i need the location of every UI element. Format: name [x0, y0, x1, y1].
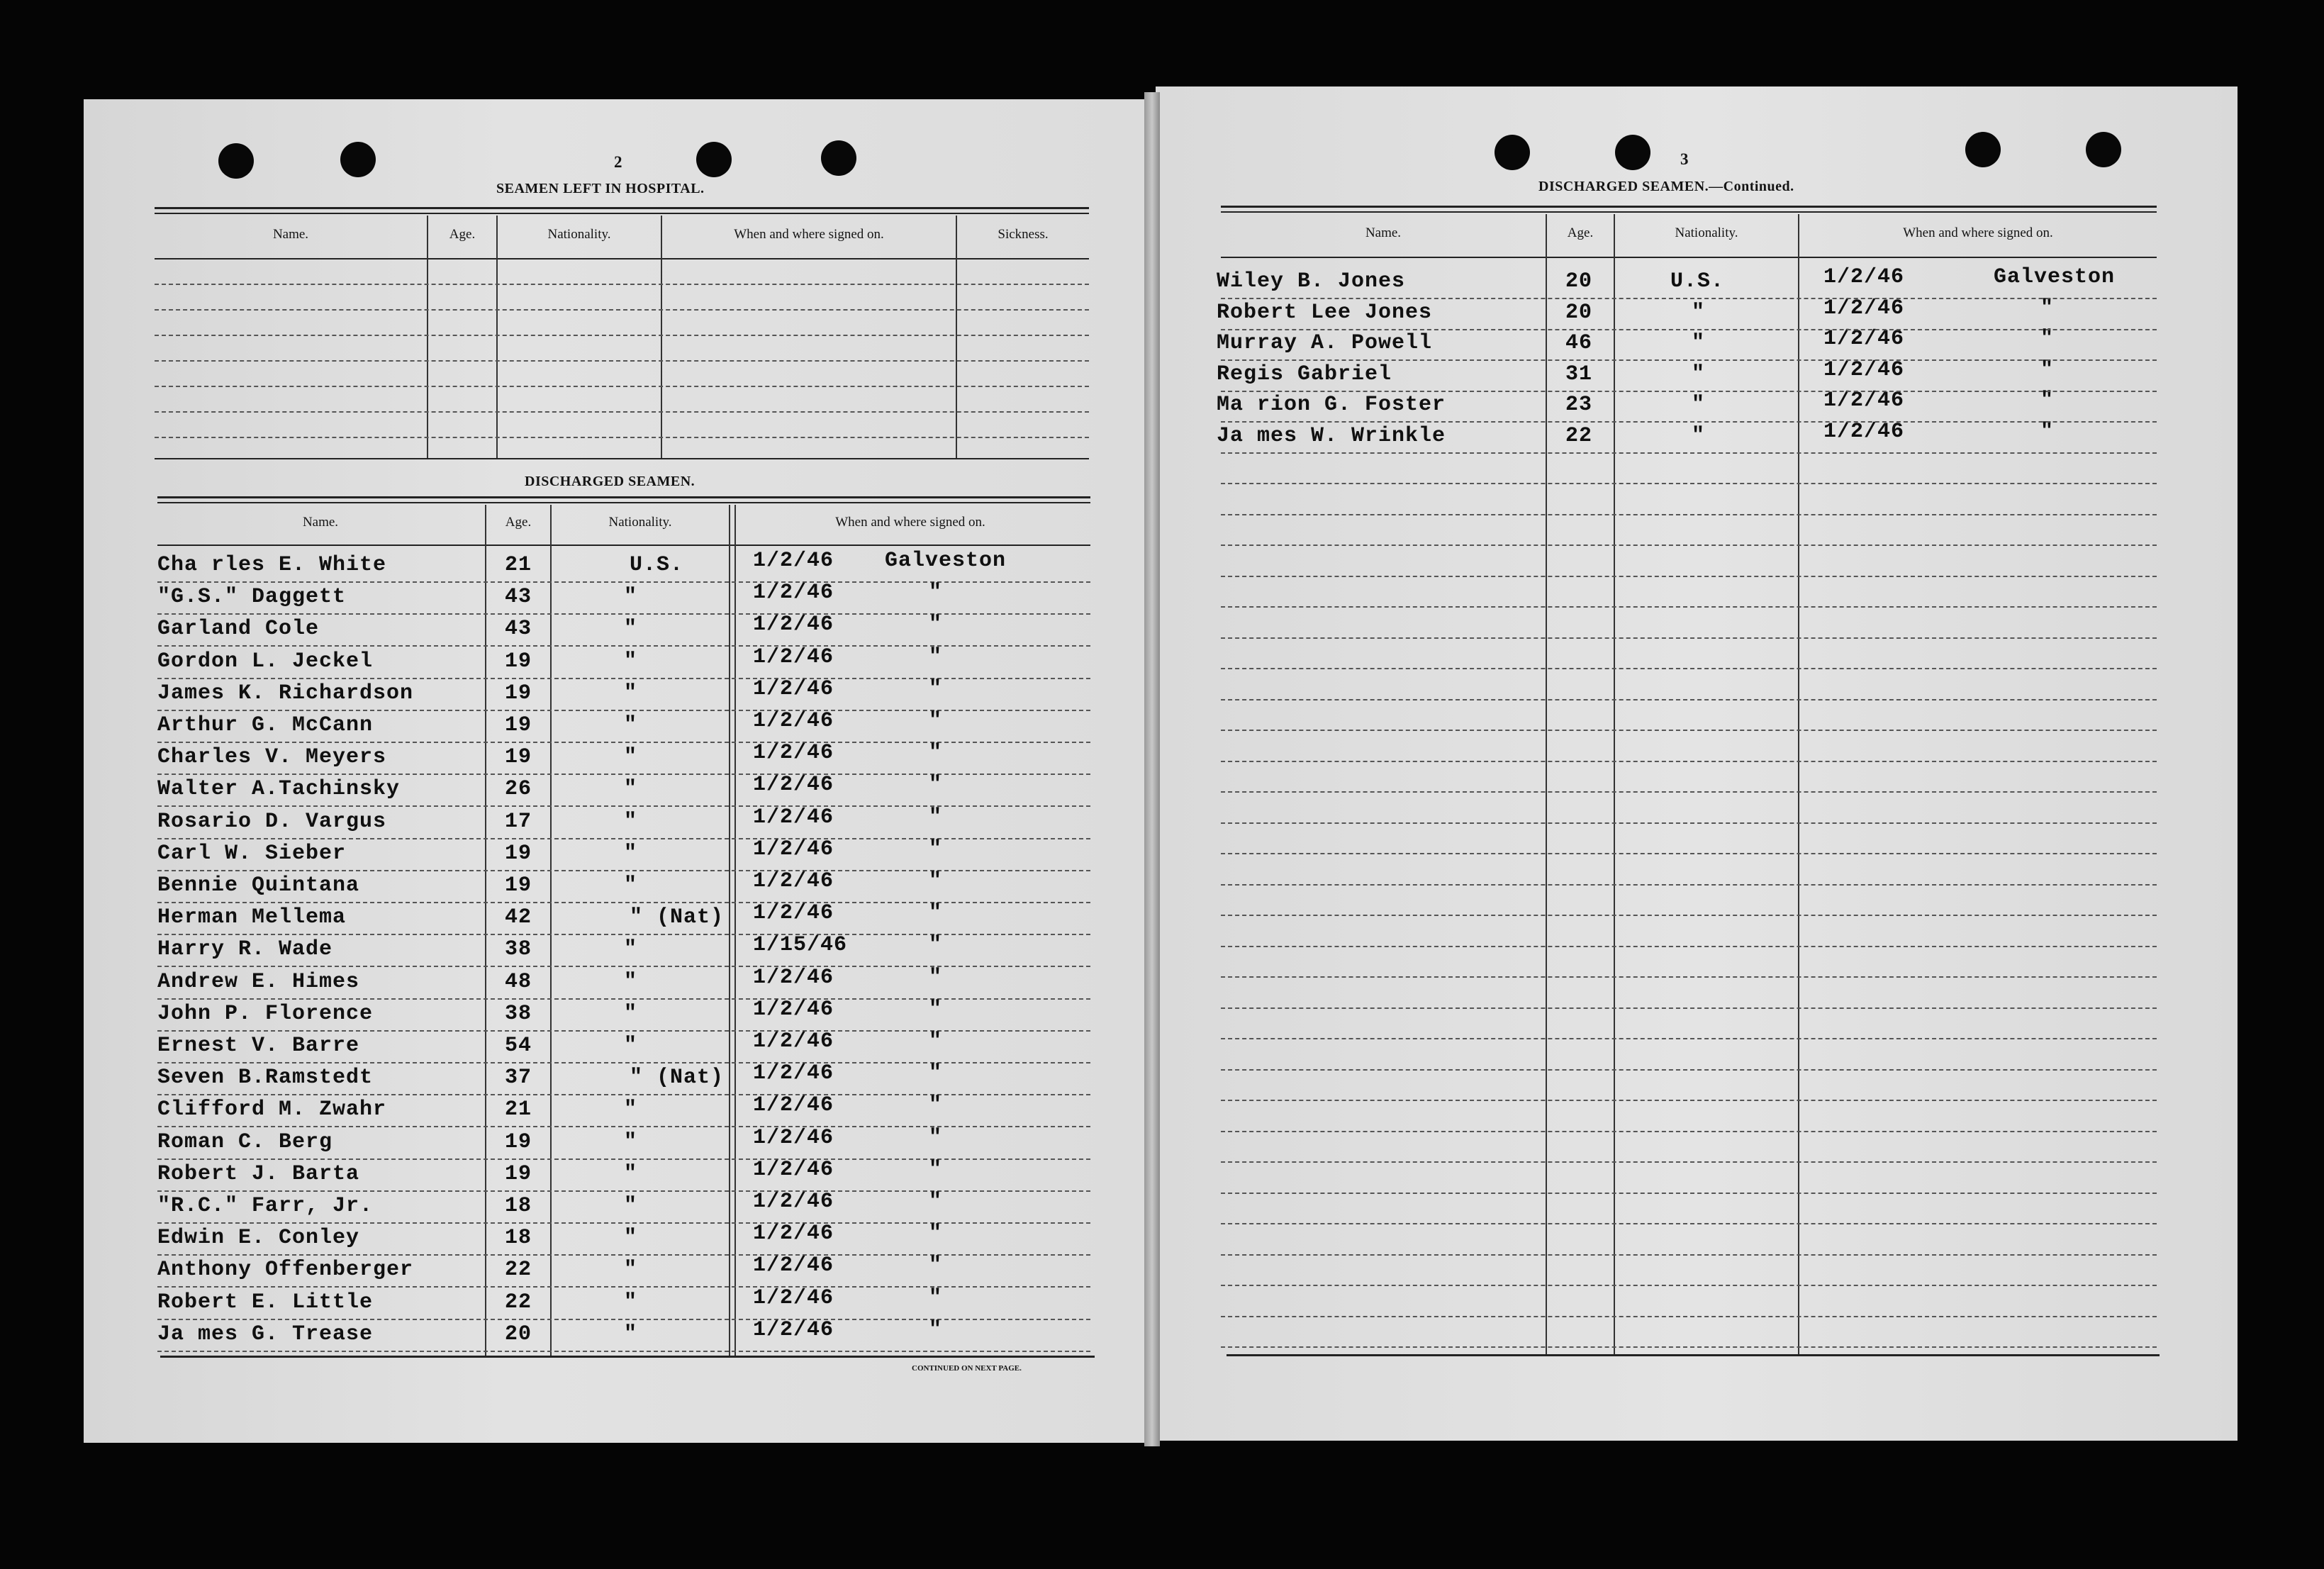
seaman-age: 48 [505, 970, 532, 994]
signed-on-place: " [929, 677, 943, 701]
right-header-signed-on: When and where signed on. [1903, 225, 2053, 240]
discharged-header-name: Name. [302, 515, 339, 530]
hospital-header-signed-on: When and where signed on. [734, 227, 884, 242]
signed-on-place: " [929, 1222, 943, 1246]
seaman-nationality: " [1692, 301, 1706, 325]
page-number-right: 3 [1680, 150, 1689, 168]
seaman-name: Herman Mellema [157, 905, 347, 929]
seaman-nationality: " [1692, 393, 1706, 417]
seaman-name: Clifford M. Zwahr [157, 1098, 387, 1122]
row-rule [1221, 359, 2157, 361]
row-rule [1221, 761, 2157, 762]
row-rule [1221, 1007, 2157, 1009]
seaman-nationality: " [1692, 331, 1706, 355]
row-rule [157, 1351, 1090, 1352]
seaman-nationality: " [624, 937, 638, 961]
seaman-name: "G.S." Daggett [157, 585, 347, 609]
seaman-age: 18 [505, 1226, 532, 1250]
seaman-age: 23 [1565, 393, 1593, 417]
row-rule [1221, 298, 2157, 299]
row-rule [157, 966, 1090, 967]
signed-on-date: 1/2/46 [753, 1158, 834, 1182]
row-rule [157, 774, 1090, 775]
row-rule [1221, 1161, 2157, 1163]
signed-on-date: 1/2/46 [753, 1190, 834, 1214]
signed-on-place: " [929, 1029, 943, 1054]
seaman-name: Robert E. Little [157, 1290, 374, 1314]
hospital-header-name: Name. [272, 227, 309, 242]
row-rule [1221, 1069, 2157, 1071]
signed-on-date: 1/2/46 [753, 1093, 834, 1117]
signed-on-place: " [929, 998, 943, 1022]
hospital-header-age: Age. [449, 227, 476, 242]
seaman-age: 26 [505, 777, 532, 801]
seaman-age: 37 [505, 1066, 532, 1090]
row-rule [1221, 576, 2157, 577]
seaman-name: Wiley B. Jones [1217, 269, 1406, 294]
seaman-nationality: " (Nat) [630, 1066, 725, 1090]
seaman-nationality: " [1692, 362, 1706, 386]
signed-on-date: 1/2/46 [753, 773, 834, 797]
signed-on-date: 1/2/46 [753, 966, 834, 990]
row-rule [157, 838, 1090, 839]
row-rule [1221, 1038, 2157, 1039]
signed-on-date: 1/2/46 [753, 1253, 834, 1278]
signed-on-date: 1/2/46 [753, 677, 834, 701]
signed-on-date: 1/2/46 [1823, 420, 1905, 444]
signed-on-date: 1/2/46 [753, 1061, 834, 1085]
row-rule [157, 1319, 1090, 1320]
seaman-age: 17 [505, 810, 532, 834]
row-rule [1221, 1316, 2157, 1317]
signed-on-date: 1/2/46 [753, 1126, 834, 1150]
seaman-nationality: U.S. [1670, 269, 1725, 294]
seaman-nationality: " [624, 970, 638, 994]
row-rule [157, 742, 1090, 743]
signed-on-place: " [929, 966, 943, 990]
row-rule [1221, 452, 2157, 454]
row-rule [1221, 915, 2157, 916]
seaman-age: 22 [505, 1290, 532, 1314]
seaman-nationality: " [624, 1162, 638, 1186]
seaman-name: Charles V. Meyers [157, 745, 387, 769]
signed-on-date: 1/2/46 [753, 549, 834, 573]
seaman-age: 19 [505, 1162, 532, 1186]
row-rule [1221, 606, 2157, 608]
signed-on-date: 1/2/46 [1823, 389, 1905, 413]
row-rule [157, 1254, 1090, 1256]
signed-on-place: " [929, 1126, 943, 1150]
discharged-header-nationality: Nationality. [608, 515, 672, 530]
signed-on-place: " [2040, 420, 2055, 444]
signed-on-place: " [929, 1286, 943, 1310]
signed-on-date: 1/2/46 [753, 998, 834, 1022]
seaman-age: 54 [505, 1034, 532, 1058]
signed-on-place: " [929, 933, 943, 957]
seaman-nationality: " [624, 681, 638, 705]
seaman-age: 19 [505, 873, 532, 898]
row-rule [157, 1286, 1090, 1288]
row-rule [1221, 822, 2157, 824]
row-rule [157, 645, 1090, 647]
row-rule [157, 1126, 1090, 1127]
seaman-age: 19 [505, 842, 532, 866]
seaman-name: Bennie Quintana [157, 873, 360, 898]
seaman-name: Robert J. Barta [157, 1162, 360, 1186]
row-rule [1221, 1254, 2157, 1256]
seaman-name: Carl W. Sieber [157, 842, 347, 866]
row-rule [1221, 1193, 2157, 1194]
signed-on-date: 1/2/46 [753, 837, 834, 861]
punch-hole [218, 143, 254, 179]
seaman-nationality: " [624, 617, 638, 641]
seaman-name: Andrew E. Himes [157, 970, 360, 994]
signed-on-date: 1/2/46 [1823, 265, 1905, 289]
seaman-name: Murray A. Powell [1217, 331, 1433, 355]
signed-on-date: 1/2/46 [753, 869, 834, 893]
seaman-nationality: " [624, 777, 638, 801]
signed-on-date: 1/2/46 [1823, 358, 1905, 382]
seaman-name: Ernest V. Barre [157, 1034, 360, 1058]
row-rule [157, 1062, 1090, 1063]
seaman-age: 20 [1565, 301, 1593, 325]
seaman-name: Roman C. Berg [157, 1130, 333, 1154]
row-rule [1221, 1285, 2157, 1286]
seaman-nationality: " [624, 649, 638, 674]
signed-on-date: 1/2/46 [753, 645, 834, 669]
signed-on-place: " [929, 1061, 943, 1085]
row-rule [157, 1222, 1090, 1224]
signed-on-date: 1/2/46 [753, 581, 834, 605]
row-rule [157, 678, 1090, 679]
seaman-nationality: " [624, 1290, 638, 1314]
row-rule [157, 1190, 1090, 1192]
punch-hole [1965, 132, 2001, 167]
signed-on-date: 1/2/46 [1823, 296, 1905, 320]
seaman-age: 19 [505, 649, 532, 674]
row-rule [157, 870, 1090, 871]
signed-on-date: 1/2/46 [753, 1222, 834, 1246]
hospital-header-sickness: Sickness. [998, 227, 1049, 242]
row-rule [1221, 1131, 2157, 1132]
seaman-name: Regis Gabriel [1217, 362, 1392, 386]
signed-on-date: 1/2/46 [753, 613, 834, 637]
row-rule [1221, 730, 2157, 731]
row-rule [1221, 421, 2157, 423]
seaman-age: 20 [505, 1322, 532, 1346]
row-rule [157, 998, 1090, 1000]
seaman-age: 19 [505, 745, 532, 769]
signed-on-place: " [929, 805, 943, 830]
seaman-name: John P. Florence [157, 1002, 374, 1026]
signed-on-place: " [2040, 389, 2055, 413]
signed-on-place: " [929, 837, 943, 861]
signed-on-place: " [929, 1093, 943, 1117]
seaman-age: 46 [1565, 331, 1593, 355]
seaman-name: Seven B.Ramstedt [157, 1066, 374, 1090]
seaman-age: 18 [505, 1194, 532, 1218]
seaman-name: Gordon L. Jeckel [157, 649, 374, 674]
seaman-name: Garland Cole [157, 617, 320, 641]
signed-on-date: 1/2/46 [753, 1286, 834, 1310]
signed-on-place: " [2040, 358, 2055, 382]
signed-on-place: " [929, 1190, 943, 1214]
punch-hole [821, 140, 856, 176]
seaman-nationality: " [624, 1322, 638, 1346]
signed-on-place: " [929, 1253, 943, 1278]
row-rule [1221, 329, 2157, 330]
signed-on-place: Galveston [885, 549, 1007, 573]
row-rule [157, 1158, 1090, 1160]
signed-on-place: " [929, 581, 943, 605]
signed-on-place: " [929, 709, 943, 733]
seaman-name: James K. Richardson [157, 681, 414, 705]
seaman-age: 38 [505, 1002, 532, 1026]
discharged-header-age: Age. [505, 515, 532, 530]
right-header-age: Age. [1567, 225, 1594, 240]
row-rule [157, 934, 1090, 935]
row-rule [1221, 1223, 2157, 1224]
row-rule [1221, 514, 2157, 515]
signed-on-place: " [929, 773, 943, 797]
seaman-nationality: " [624, 745, 638, 769]
row-rule [1221, 791, 2157, 793]
seaman-age: 43 [505, 585, 532, 609]
seaman-age: 19 [505, 1130, 532, 1154]
signed-on-date: 1/2/46 [753, 901, 834, 925]
seaman-nationality: " [624, 842, 638, 866]
seaman-age: 31 [1565, 362, 1593, 386]
seaman-age: 20 [1565, 269, 1593, 294]
seaman-nationality: " [624, 1194, 638, 1218]
seaman-age: 21 [505, 1098, 532, 1122]
signed-on-date: 1/15/46 [753, 933, 848, 957]
punch-hole [1615, 135, 1650, 170]
punch-hole [696, 142, 732, 177]
signed-on-date: 1/2/46 [753, 1318, 834, 1342]
seaman-nationality: " [624, 1002, 638, 1026]
row-rule [157, 1094, 1090, 1095]
row-rule [1221, 545, 2157, 546]
row-rule [1221, 483, 2157, 484]
signed-on-date: 1/2/46 [1823, 327, 1905, 351]
row-rule [157, 902, 1090, 903]
seaman-name: Harry R. Wade [157, 937, 333, 961]
seaman-name: Ma rion G. Foster [1217, 393, 1446, 417]
seaman-nationality: " [624, 713, 638, 737]
seaman-name: Walter A.Tachinsky [157, 777, 401, 801]
signed-on-date: 1/2/46 [753, 805, 834, 830]
seaman-nationality: " [624, 1034, 638, 1058]
seaman-age: 22 [1565, 424, 1593, 448]
row-rule [1221, 853, 2157, 854]
signed-on-date: 1/2/46 [753, 709, 834, 733]
signed-on-place: " [2040, 327, 2055, 351]
seaman-age: 38 [505, 937, 532, 961]
seaman-name: Robert Lee Jones [1217, 301, 1433, 325]
row-rule [157, 710, 1090, 711]
signed-on-place: " [929, 869, 943, 893]
signed-on-date: 1/2/46 [753, 1029, 834, 1054]
seaman-nationality: " [624, 1258, 638, 1282]
seaman-nationality: " [624, 1098, 638, 1122]
seaman-nationality: " [1692, 424, 1706, 448]
row-rule [1221, 1100, 2157, 1101]
row-rule [157, 613, 1090, 615]
seaman-name: Ja mes G. Trease [157, 1322, 374, 1346]
seaman-age: 21 [505, 553, 532, 577]
punch-hole [2086, 132, 2121, 167]
hospital-section-title: SEAMEN LEFT IN HOSPITAL. [496, 181, 705, 196]
right-header-nationality: Nationality. [1675, 225, 1738, 240]
seaman-name: Edwin E. Conley [157, 1226, 360, 1250]
row-rule [1221, 976, 2157, 978]
signed-on-place: " [929, 645, 943, 669]
row-rule [157, 581, 1090, 583]
row-rule [157, 805, 1090, 807]
punch-hole [1495, 135, 1530, 170]
signed-on-date: 1/2/46 [753, 741, 834, 765]
row-rule [1221, 668, 2157, 669]
seaman-age: 19 [505, 713, 532, 737]
right-section-title: DISCHARGED SEAMEN.—Continued. [1538, 179, 1794, 194]
seaman-name: Arthur G. McCann [157, 713, 374, 737]
signed-on-place: " [929, 741, 943, 765]
seaman-name: Cha rles E. White [157, 553, 387, 577]
row-rule [1221, 699, 2157, 700]
signed-on-place: " [929, 901, 943, 925]
seaman-nationality: " [624, 1130, 638, 1154]
signed-on-place: Galveston [1994, 265, 2116, 289]
seaman-age: 22 [505, 1258, 532, 1282]
seaman-nationality: " [624, 585, 638, 609]
continued-note: CONTINUED ON NEXT PAGE. [912, 1364, 1022, 1373]
seaman-nationality: " (Nat) [630, 905, 725, 929]
seaman-nationality: " [624, 1226, 638, 1250]
seaman-age: 19 [505, 681, 532, 705]
row-rule [1221, 946, 2157, 947]
row-rule [1221, 391, 2157, 392]
seaman-nationality: " [624, 810, 638, 834]
book-spine [1144, 92, 1160, 1446]
row-rule [1221, 1346, 2157, 1348]
row-rule [1221, 884, 2157, 886]
page-number-left: 2 [614, 153, 622, 171]
right-header-name: Name. [1365, 225, 1402, 240]
seaman-name: Anthony Offenberger [157, 1258, 414, 1282]
seaman-name: "R.C." Farr, Jr. [157, 1194, 374, 1218]
signed-on-place: " [929, 1318, 943, 1342]
row-rule [1221, 637, 2157, 639]
discharged-section-title: DISCHARGED SEAMEN. [525, 474, 695, 489]
discharged-header-signed-on: When and where signed on. [835, 515, 985, 530]
seaman-age: 42 [505, 905, 532, 929]
punch-hole [340, 142, 376, 177]
row-rule [157, 1030, 1090, 1032]
seaman-age: 43 [505, 617, 532, 641]
seaman-name: Rosario D. Vargus [157, 810, 387, 834]
seaman-nationality: U.S. [630, 553, 684, 577]
signed-on-place: " [929, 613, 943, 637]
signed-on-place: " [2040, 296, 2055, 320]
seaman-name: Ja mes W. Wrinkle [1217, 424, 1446, 448]
hospital-header-nationality: Nationality. [547, 227, 611, 242]
seaman-nationality: " [624, 873, 638, 898]
signed-on-place: " [929, 1158, 943, 1182]
